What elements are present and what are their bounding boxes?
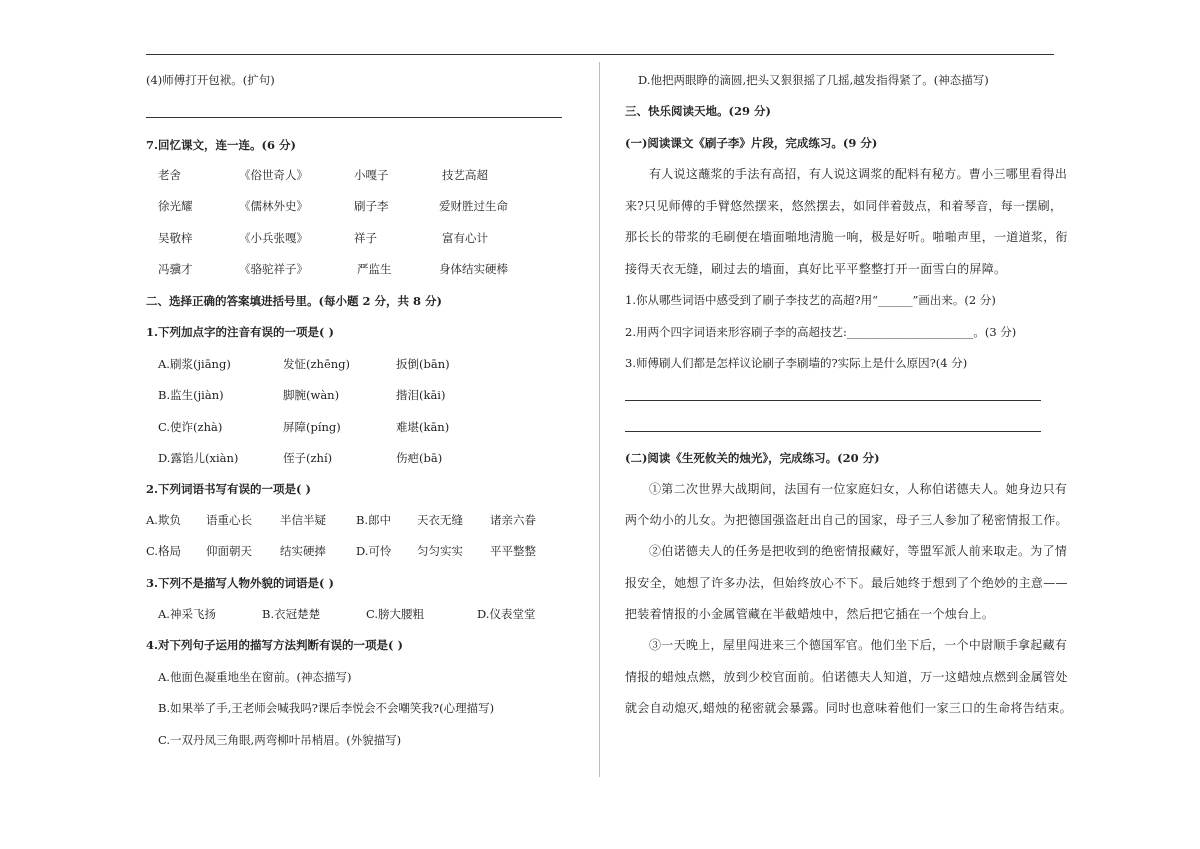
passage-line: ③一天晚上，屋里闯进来三个德国军官。他们坐下后，一个中尉顺手拿起藏有 <box>649 638 1068 652</box>
q7-cell: 刷子李 <box>354 199 389 213</box>
q2-word: A.欺负 <box>146 513 181 527</box>
q3-option: B.衣冠楚楚 <box>262 607 321 621</box>
answer-line <box>625 400 1041 401</box>
q6-item4: (4)师傅打开包袱。(扩句) <box>146 73 275 87</box>
passage-line: 有人说这蘸浆的手法有高招，有人说这调浆的配料有秘方。曹小三哪里看得出 <box>649 167 1068 181</box>
q1-option: 屏障(píng) <box>283 420 341 434</box>
q7-title: 7.回忆课文，连一连。(6 分) <box>146 138 296 152</box>
q1-option: 发怔(zhēng) <box>283 357 351 371</box>
passage-line: ②伯诺德夫人的任务是把收到的绝密情报藏好，等盟军派人前来取走。为了情 <box>649 544 1068 558</box>
q7-cell: 冯骥才 <box>158 262 193 276</box>
answer-line <box>146 117 562 118</box>
q1-option: 伤疤(bā) <box>396 451 443 465</box>
q2-title: 2.下列词语书写有误的一项是( ) <box>146 482 311 496</box>
q3-option: C.膀大腰粗 <box>366 607 425 621</box>
p1-question-1: 1.你从哪些词语中感受到了刷子李技艺的高超?用“______”画出来。(2 分) <box>625 293 996 307</box>
q7-cell: 老舍 <box>158 168 181 182</box>
q7-cell: 《儒林外史》 <box>239 199 308 213</box>
q2-word: C.格局 <box>146 544 182 558</box>
q2-word: 仰面朝天 <box>206 544 252 558</box>
part1-title: (一)阅读课文《刷子李》片段，完成练习。(9 分) <box>625 136 878 150</box>
q7-cell: 《俗世奇人》 <box>239 168 308 182</box>
q2-word: 天衣无缝 <box>417 513 463 527</box>
section2-title: 二、选择正确的答案填进括号里。(每小题 2 分，共 8 分) <box>146 294 442 308</box>
q2-word: 诸亲六眷 <box>490 513 536 527</box>
q1-option: A.刷浆(jiāng) <box>158 357 231 371</box>
q7-cell: 小嘎子 <box>354 168 389 182</box>
q1-option: B.监生(jiàn) <box>158 388 224 402</box>
q4-option-b: B.如果举了手,王老师会喊我吗?课后李悦会不会嘲笑我?(心理描写) <box>158 701 495 715</box>
part2-title: (二)阅读《生死攸关的烛光》，完成练习。(20 分) <box>625 451 880 465</box>
answer-line <box>625 431 1041 432</box>
q7-cell: 富有心计 <box>442 231 488 245</box>
q7-cell: 祥子 <box>354 231 377 245</box>
q7-cell: 《小兵张嘎》 <box>239 231 308 245</box>
passage-line: 两个幼小的儿女。为把德国强盗赶出自己的国家，母子三人参加了秘密情报工作。 <box>625 513 1068 527</box>
passage-line: 来?只见师傅的手臂悠然摆来，悠然摆去，如同伴着鼓点，和着琴音，每一摆刷， <box>625 199 1063 213</box>
q7-cell: 吴敬梓 <box>158 231 193 245</box>
q2-word: D.可怜 <box>356 544 392 558</box>
passage-line: 那长长的带浆的毛刷便在墙面啪地清脆一响，极是好听。啪啪声里，一道道浆，衔 <box>625 230 1068 244</box>
q7-cell: 《骆驼祥子》 <box>239 262 308 276</box>
passage-line: ①第二次世界大战期间，法国有一位家庭妇女，人称伯诺德夫人。她身边只有 <box>649 482 1068 496</box>
passage-line: 就会自动熄灭,蜡烛的秘密就会暴露。同时也意味着他们一家三口的生命将告结束。 <box>625 701 1072 715</box>
q2-word: 平平整整 <box>490 544 536 558</box>
q7-cell: 身体结实硬棒 <box>439 262 508 276</box>
column-divider <box>599 62 600 777</box>
q1-option: 扳倒(bān) <box>396 357 450 371</box>
q4-option-c: C.一双丹凤三角眼,两弯柳叶吊梢眉。(外貌描写) <box>158 733 402 747</box>
p1-question-3: 3.师傅刷人们都是怎样议论刷子李刷墙的?实际上是什么原因?(4 分) <box>625 356 968 370</box>
q2-word: 结实硬捧 <box>280 544 326 558</box>
q7-cell: 爱财胜过生命 <box>439 199 508 213</box>
q3-option: A.神采飞扬 <box>158 607 216 621</box>
q3-title: 3.下列不是描写人物外貌的词语是( ) <box>146 576 334 590</box>
q4-option-d: D.他把两眼睁的滴圆,把头又狠狠摇了几摇,越发指得紧了。(神态描写) <box>638 73 989 87</box>
q1-option: 难堪(kān) <box>396 420 450 434</box>
passage-line: 报安全，她想了许多办法，但始终放心不下。最后她终于想到了个绝妙的主意—— <box>625 576 1068 590</box>
q2-word: 匀匀实实 <box>417 544 463 558</box>
q7-cell: 徐光耀 <box>158 199 193 213</box>
q1-option: D.露馅儿(xiàn) <box>158 451 239 465</box>
q2-word: 半信半疑 <box>280 513 326 527</box>
passage-line: 接得天衣无缝，刷过去的墙面，真好比平平整整打开一面雪白的屏障。 <box>625 262 1007 276</box>
passage-line: 情报的蜡烛点燃，放到少校官面前。伯诺德夫人知道，万一这蜡烛点燃到金属管处 <box>625 670 1068 684</box>
top-rule <box>146 54 1054 55</box>
q7-cell: 严监生 <box>357 262 392 276</box>
q1-option: C.使诈(zhà) <box>158 420 223 434</box>
q1-option: 侄子(zhí) <box>283 451 333 465</box>
q1-option: 脚腕(wàn) <box>283 388 340 402</box>
q4-title: 4.对下列句子运用的描写方法判断有误的一项是( ) <box>146 638 403 652</box>
q3-option: D.仪表堂堂 <box>477 607 536 621</box>
p1-question-2: 2.用两个四字词语来形容刷子李的高超技艺:______________________。(3 分) <box>625 325 1017 339</box>
q2-word: 语重心长 <box>206 513 252 527</box>
q1-option: 揩泪(kāi) <box>396 388 446 402</box>
passage-line: 把装着情报的小金属管藏在半截蜡烛中，然后把它插在一个烛台上。 <box>625 607 995 621</box>
q1-title: 1.下列加点字的注音有误的一项是( ) <box>146 325 334 339</box>
q4-option-a: A.他面色凝重地坐在窗前。(神态描写) <box>158 670 352 684</box>
section3-title: 三、快乐阅读天地。(29 分) <box>625 104 771 118</box>
q2-word: B.郎中 <box>356 513 392 527</box>
q7-cell: 技艺高超 <box>442 168 488 182</box>
